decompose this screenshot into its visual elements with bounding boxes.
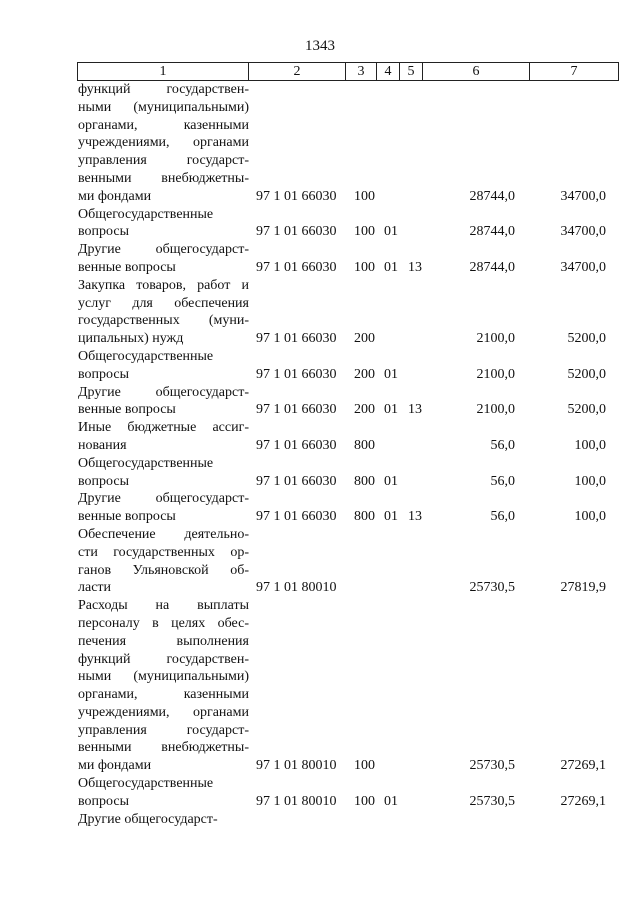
description-line: венные вопросы [78,259,176,275]
column-header-row [78,63,619,81]
row-description [78,277,249,348]
row-amount-year-2: 100,0 [574,473,606,489]
row-code: 97 1 01 66030 [256,224,337,240]
description-line: управления государст- [78,722,249,738]
row-amount-year-1: 56,0 [490,509,515,525]
table-row [0,277,640,348]
description-line: персоналу в целях обес- [78,615,249,631]
row-code: 97 1 01 66030 [256,473,337,489]
description-line: вопросы [78,366,129,382]
row-expense-type: 100 [354,259,375,275]
description-line: ганов Ульяновской об- [78,562,249,578]
row-description [78,526,249,597]
row-amount-year-1: 25730,5 [469,793,515,809]
description-line: нования [78,437,127,453]
row-section: 01 [384,259,398,275]
description-line: венными внебюджетны- [78,740,249,756]
row-subsection: 13 [408,259,422,275]
column-header-3: 3 [346,63,377,81]
description-line: функций государствен- [78,82,249,97]
row-expense-type: 200 [354,331,375,347]
row-amount-year-1: 2100,0 [476,402,515,418]
row-code: 97 1 01 80010 [256,793,337,809]
row-section: 01 [384,366,398,382]
description-line: ласти [78,580,112,596]
row-amount-year-2: 5200,0 [567,331,606,347]
table-row [0,206,640,242]
row-code: 97 1 01 66030 [256,437,337,453]
description-line: органами, казенными [78,687,249,703]
row-description [78,384,249,420]
description-line: Закупка товаров, работ и [78,277,249,293]
row-description [78,348,249,384]
row-description [78,455,249,491]
description-line: Общегосударственные [78,348,214,364]
description-line: функций государствен- [78,651,249,667]
row-section: 01 [384,509,398,525]
description-line: учреждениями, органами [78,704,249,720]
row-amount-year-2: 27819,9 [560,580,606,596]
description-line: венные вопросы [78,509,176,525]
row-amount-year-2: 100,0 [574,509,606,525]
row-description [78,419,249,455]
table-row [0,81,640,206]
description-line: ми фондами [78,188,152,204]
description-line: ными (муниципальными) [78,99,249,115]
row-description [78,241,249,277]
row-amount-year-1: 56,0 [490,437,515,453]
row-expense-type: 200 [354,402,375,418]
row-description [78,81,249,206]
row-description [78,206,249,242]
row-description [78,490,249,526]
description-line: Общегосударственные [78,776,214,792]
description-line: венные вопросы [78,402,176,418]
description-line: учреждениями, органами [78,135,249,151]
description-line: печения выполнения [78,633,249,649]
row-expense-type: 100 [354,188,375,204]
row-description [78,597,249,775]
description-line: государственных (муни- [78,313,249,329]
table-row [0,348,640,384]
row-amount-year-1: 2100,0 [476,331,515,347]
row-expense-type: 100 [354,793,375,809]
row-amount-year-1: 28744,0 [469,188,515,204]
description-line: Другие общегосударст- [78,811,218,827]
row-amount-year-1: 28744,0 [469,224,515,240]
table-row [0,419,640,455]
table-row [0,455,640,491]
row-subsection: 13 [408,402,422,418]
table-row [0,384,640,420]
row-amount-year-1: 56,0 [490,473,515,489]
column-header-1: 1 [78,63,249,81]
description-line: Иные бюджетные ассиг- [78,420,249,436]
row-section: 01 [384,224,398,240]
row-code: 97 1 01 66030 [256,259,337,275]
description-line: вопросы [78,793,129,809]
row-amount-year-2: 27269,1 [560,793,606,809]
description-line: венными внебюджетны- [78,170,249,186]
row-amount-year-2: 5200,0 [567,402,606,418]
row-expense-type: 800 [354,437,375,453]
description-line: ми фондами [78,758,152,774]
row-expense-type: 800 [354,473,375,489]
row-expense-type: 200 [354,366,375,382]
description-line: Расходы на выплаты [78,598,249,614]
row-code: 97 1 01 66030 [256,366,337,382]
table-row [0,526,640,597]
table-row [0,811,640,829]
budget-table-body [0,81,640,828]
row-subsection: 13 [408,509,422,525]
column-header-table [77,62,619,81]
description-line: ными (муниципальными) [78,669,249,685]
row-expense-type: 800 [354,509,375,525]
column-header-6: 6 [423,63,530,81]
description-line: Общегосударственные [78,206,214,222]
description-line: вопросы [78,473,129,489]
table-row [0,241,640,277]
row-amount-year-2: 34700,0 [560,259,606,275]
row-code: 97 1 01 66030 [256,188,337,204]
row-code: 97 1 01 66030 [256,331,337,347]
description-line: услуг для обеспечения [78,295,249,311]
row-amount-year-1: 2100,0 [476,366,515,382]
description-line: Другие общегосударст- [78,384,249,400]
row-amount-year-1: 28744,0 [469,259,515,275]
column-header-7: 7 [530,63,619,81]
row-code: 97 1 01 80010 [256,758,337,774]
table-row [0,597,640,775]
row-amount-year-2: 34700,0 [560,224,606,240]
page-number: 1343 [305,38,335,54]
description-line: Обеспечение деятельно- [78,526,249,542]
row-code: 97 1 01 66030 [256,509,337,525]
table-row [0,775,640,811]
row-expense-type: 100 [354,224,375,240]
row-code: 97 1 01 80010 [256,580,337,596]
description-line: сти государственных ор- [78,544,249,560]
description-line: ципальных) нужд [78,331,184,347]
description-line: Другие общегосударст- [78,242,249,258]
row-amount-year-2: 27269,1 [560,758,606,774]
row-amount-year-1: 25730,5 [469,758,515,774]
table-row [0,490,640,526]
description-line: Общегосударственные [78,455,214,471]
description-line: Другие общегосударст- [78,491,249,507]
column-header-2: 2 [249,63,346,81]
row-description [78,775,249,811]
row-amount-year-2: 100,0 [574,437,606,453]
row-section: 01 [384,473,398,489]
row-amount-year-1: 25730,5 [469,580,515,596]
row-expense-type: 100 [354,758,375,774]
row-amount-year-2: 34700,0 [560,188,606,204]
row-section: 01 [384,402,398,418]
row-section: 01 [384,793,398,809]
description-line: органами, казенными [78,117,249,133]
description-line: управления государст- [78,153,249,169]
description-line: вопросы [78,224,129,240]
row-code: 97 1 01 66030 [256,402,337,418]
column-header-4: 4 [377,63,400,81]
column-header-5: 5 [400,63,423,81]
row-amount-year-2: 5200,0 [567,366,606,382]
row-description [78,811,249,829]
